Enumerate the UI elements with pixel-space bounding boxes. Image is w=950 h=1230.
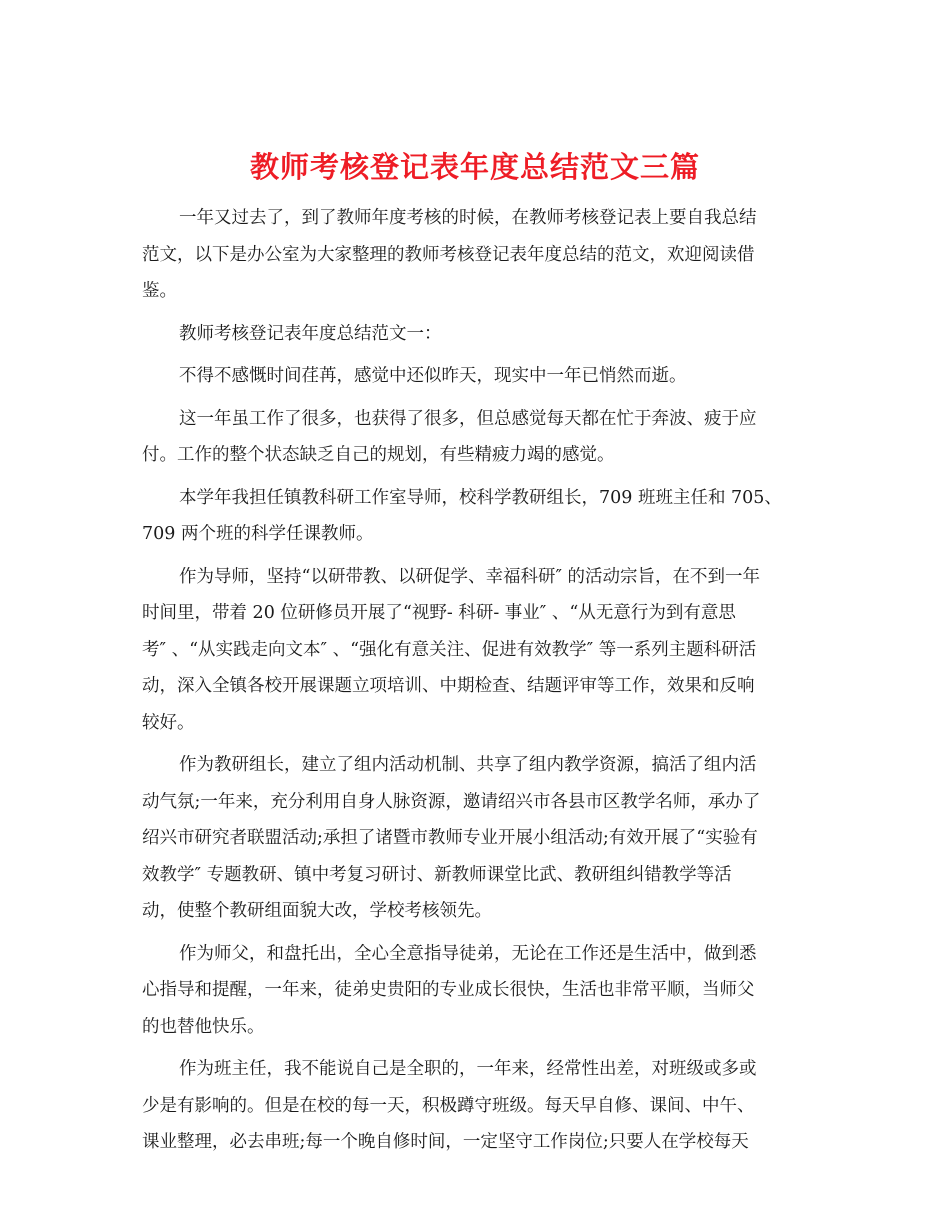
paragraph [142,559,812,742]
paragraph-line: 一年又过去了，到了教师年度考核的时候，在教师考核登记表上要自我总结 [179,208,757,228]
paragraph-line: 动，深入全镇各校开展课题立项培训、中期检查、结题评审等工作，效果和反响 [142,676,755,696]
paragraph-line: 作为班主任，我不能说自己是全职的，一年来，经常性出差，对班级或多或 [179,1059,757,1079]
paragraph-line: 动气氛;一年来，充分利用自身人脉资源，邀请绍兴市各县市区教学名师，承办了 [142,791,761,812]
paragraph-line: 709 两个班的科学任课教师。 [142,524,374,544]
paragraph [142,401,812,474]
paragraph [142,200,812,310]
paragraph [142,747,812,930]
paragraph-line: 付。工作的整个状态缺乏自己的规划，有些精疲力竭的感觉。 [142,445,615,465]
paragraph-line: 时间里，带着 20 位研修员开展了“视野- 科研- 事业″ 、“从无意行为到有意思 [142,603,736,623]
paragraph [142,1051,812,1161]
paragraph-line: 作为师父，和盘托出，全心全意指导徒弟，无论在工作还是生活中，做到悉 [179,943,757,964]
paragraph [142,358,812,395]
document-body [142,200,812,1167]
paragraph-line: 不得不感慨时间荏苒，感觉中还似昨天，现实中一年已悄然而逝。 [179,366,687,386]
paragraph-line: 教师考核登记表年度总结范文一： [179,323,442,344]
paragraph-line: 作为教研组长，建立了组内活动机制、共享了组内教学资源，搞活了组内活 [179,755,757,775]
document-title: 教师考核登记表年度总结范文三篇 [249,150,700,185]
paragraph-line: 考″ 、“从实践走向文本″ 、“强化有意关注、促进有效教学″ 等一系列主题科研活 [142,639,757,660]
paragraph-line: 范文，以下是办公室为大家整理的教师考核登记表年度总结的范文，欢迎阅读借 [142,244,755,265]
paragraph-line: 作为导师，坚持“以研带教、以研促学、幸福科研″ 的活动宗旨，在不到一年 [179,566,761,587]
paragraph-line: 绍兴市研究者联盟活动;承担了诸暨市教师专业开展小组活动;有效开展了“实验有 [142,828,758,848]
paragraph-line: 心指导和提醒，一年来，徒弟史贵阳的专业成长很快，生活也非常平顺，当师父 [142,980,755,1000]
paragraph-line: 动，使整个教研组面貌大改，学校考核领先。 [142,901,492,921]
paragraph-line: 这一年虽工作了很多，也获得了很多，但总感觉每天都在忙于奔波、疲于应 [179,408,757,429]
paragraph-line: 课业整理，必去串班;每一个晚自修时间，一定坚守工作岗位;只要人在学校每天 [142,1132,749,1152]
paragraph [142,936,812,1046]
paragraph-line: 较好。 [142,712,195,733]
paragraph-line: 少是有影响的。但是在校的每一天，积极蹲守班级。每天早自修、课间、中午、 [142,1095,755,1116]
paragraph-line: 的也替他快乐。 [142,1016,265,1037]
paragraph [142,316,812,353]
paragraph-line: 鉴。 [142,281,177,301]
paragraph [142,480,812,553]
paragraph-line: 本学年我担任镇教科研工作室导师，校科学教研组长，709 班班主任和 705、 [179,487,782,508]
paragraph-line: 效教学″ 专题教研、镇中考复习研讨、新教师课堂比武、教研组纠错教学等活 [142,864,732,885]
